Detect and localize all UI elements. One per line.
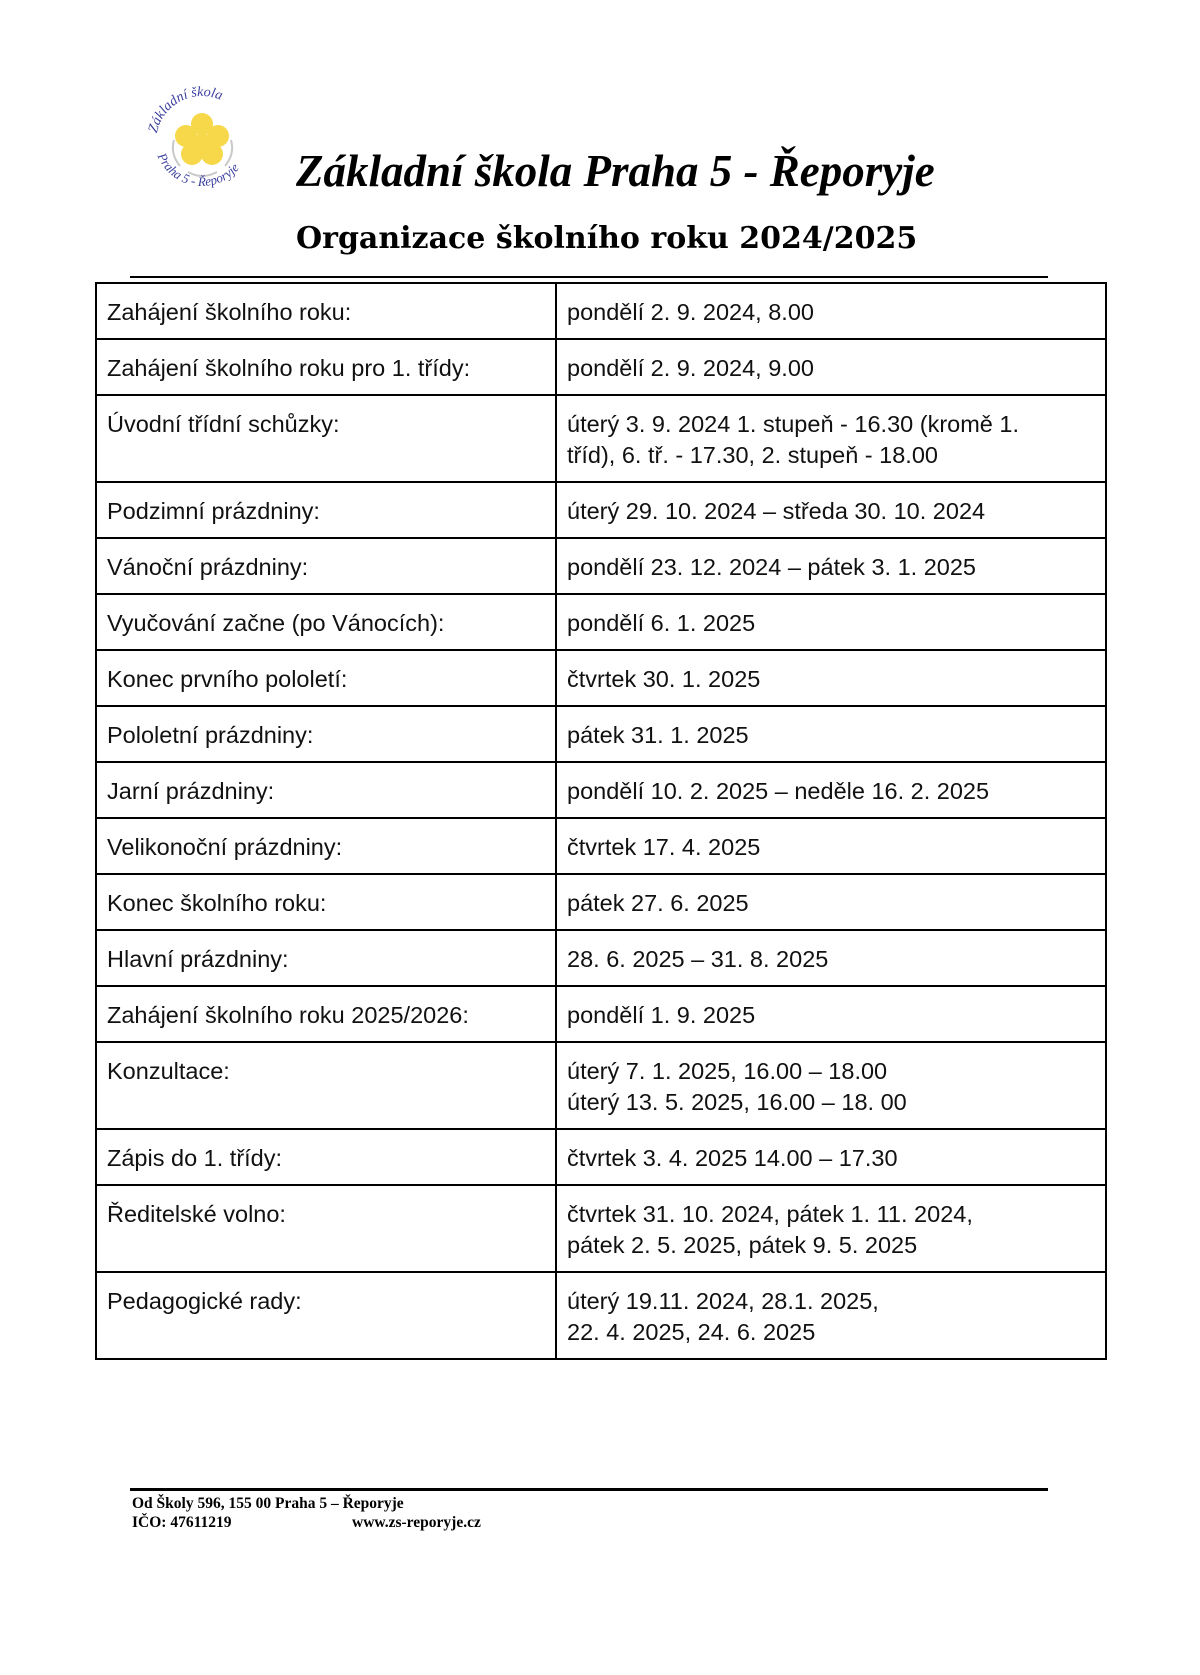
event-date: pondělí 10. 2. 2025 – neděle 16. 2. 2025 <box>556 762 1106 818</box>
event-date: úterý 29. 10. 2024 – středa 30. 10. 2024 <box>556 482 1106 538</box>
event-label: Konzultace: <box>96 1042 556 1129</box>
flower-icon <box>175 113 229 165</box>
school-logo-emblem <box>140 80 265 205</box>
event-date: pondělí 2. 9. 2024, 9.00 <box>556 339 1106 395</box>
table-row <box>96 930 1106 986</box>
event-date: pátek 27. 6. 2025 <box>556 874 1106 930</box>
footer-ico: IČO: 47611219 <box>132 1514 232 1531</box>
table-row <box>96 482 1106 538</box>
event-date: čtvrtek 31. 10. 2024, pátek 1. 11. 2024, pátek 2. 5. 2025, pátek 9. 5. 2025 <box>556 1185 1106 1272</box>
event-label: Vyučování začne (po Vánocích): <box>96 594 556 650</box>
table-row <box>96 762 1106 818</box>
event-label: Zahájení školního roku 2025/2026: <box>96 986 556 1042</box>
footer-divider <box>130 1488 1048 1491</box>
document-title: Organizace školního roku 2024/2025 <box>296 221 918 256</box>
event-label: Podzimní prázdniny: <box>96 482 556 538</box>
event-label: Zahájení školního roku pro 1. třídy: <box>96 339 556 395</box>
footer <box>132 1494 481 1532</box>
event-date: pátek 31. 1. 2025 <box>556 706 1106 762</box>
event-label: Ředitelské volno: <box>96 1185 556 1272</box>
event-date: čtvrtek 3. 4. 2025 14.00 – 17.30 <box>556 1129 1106 1185</box>
event-date: čtvrtek 17. 4. 2025 <box>556 818 1106 874</box>
table-row <box>96 395 1106 482</box>
event-label: Zahájení školního roku: <box>96 283 556 339</box>
event-date: pondělí 2. 9. 2024, 8.00 <box>556 283 1106 339</box>
event-date: čtvrtek 30. 1. 2025 <box>556 650 1106 706</box>
table-row <box>96 1129 1106 1185</box>
event-label: Pololetní prázdniny: <box>96 706 556 762</box>
event-label: Pedagogické rady: <box>96 1272 556 1359</box>
event-label: Konec školního roku: <box>96 874 556 930</box>
event-label: Zápis do 1. třídy: <box>96 1129 556 1185</box>
event-label: Jarní prázdniny: <box>96 762 556 818</box>
table-row <box>96 706 1106 762</box>
event-label: Konec prvního pololetí: <box>96 650 556 706</box>
table-row <box>96 283 1106 339</box>
event-date: pondělí 6. 1. 2025 <box>556 594 1106 650</box>
table-row <box>96 1272 1106 1359</box>
event-date: úterý 3. 9. 2024 1. stupeň - 16.30 (kromě 1. tříd), 6. tř. - 17.30, 2. stupeň - 18.00 <box>556 395 1106 482</box>
table-row <box>96 594 1106 650</box>
school-year-schedule-table <box>95 282 1107 1360</box>
footer-website[interactable]: www.zs-reporyje.cz <box>352 1514 481 1531</box>
table-row <box>96 538 1106 594</box>
table-row <box>96 650 1106 706</box>
school-logo <box>140 80 265 205</box>
table-row <box>96 1042 1106 1129</box>
title-divider <box>130 276 1048 278</box>
event-date: pondělí 23. 12. 2024 – pátek 3. 1. 2025 <box>556 538 1106 594</box>
event-date: 28. 6. 2025 – 31. 8. 2025 <box>556 930 1106 986</box>
event-date: úterý 19.11. 2024, 28.1. 2025, 22. 4. 2025, 24. 6. 2025 <box>556 1272 1106 1359</box>
svg-text:Základní škola: Základní škola <box>146 84 225 135</box>
table-row <box>96 818 1106 874</box>
school-name: Základní škola Praha 5 - Řeporyje <box>296 146 935 196</box>
table-row <box>96 339 1106 395</box>
event-date: úterý 7. 1. 2025, 16.00 – 18.00 úterý 13. 5. 2025, 16.00 – 18. 00 <box>556 1042 1106 1129</box>
table-row <box>96 986 1106 1042</box>
table-row <box>96 1185 1106 1272</box>
footer-address: Od Školy 596, 155 00 Praha 5 – Řeporyje <box>132 1495 404 1512</box>
event-label: Úvodní třídní schůzky: <box>96 395 556 482</box>
event-label: Hlavní prázdniny: <box>96 930 556 986</box>
event-label: Vánoční prázdniny: <box>96 538 556 594</box>
svg-text:Praha 5 - Řeporyje: Praha 5 - Řeporyje <box>154 150 242 190</box>
table-row <box>96 874 1106 930</box>
event-label: Velikonoční prázdniny: <box>96 818 556 874</box>
event-date: pondělí 1. 9. 2025 <box>556 986 1106 1042</box>
